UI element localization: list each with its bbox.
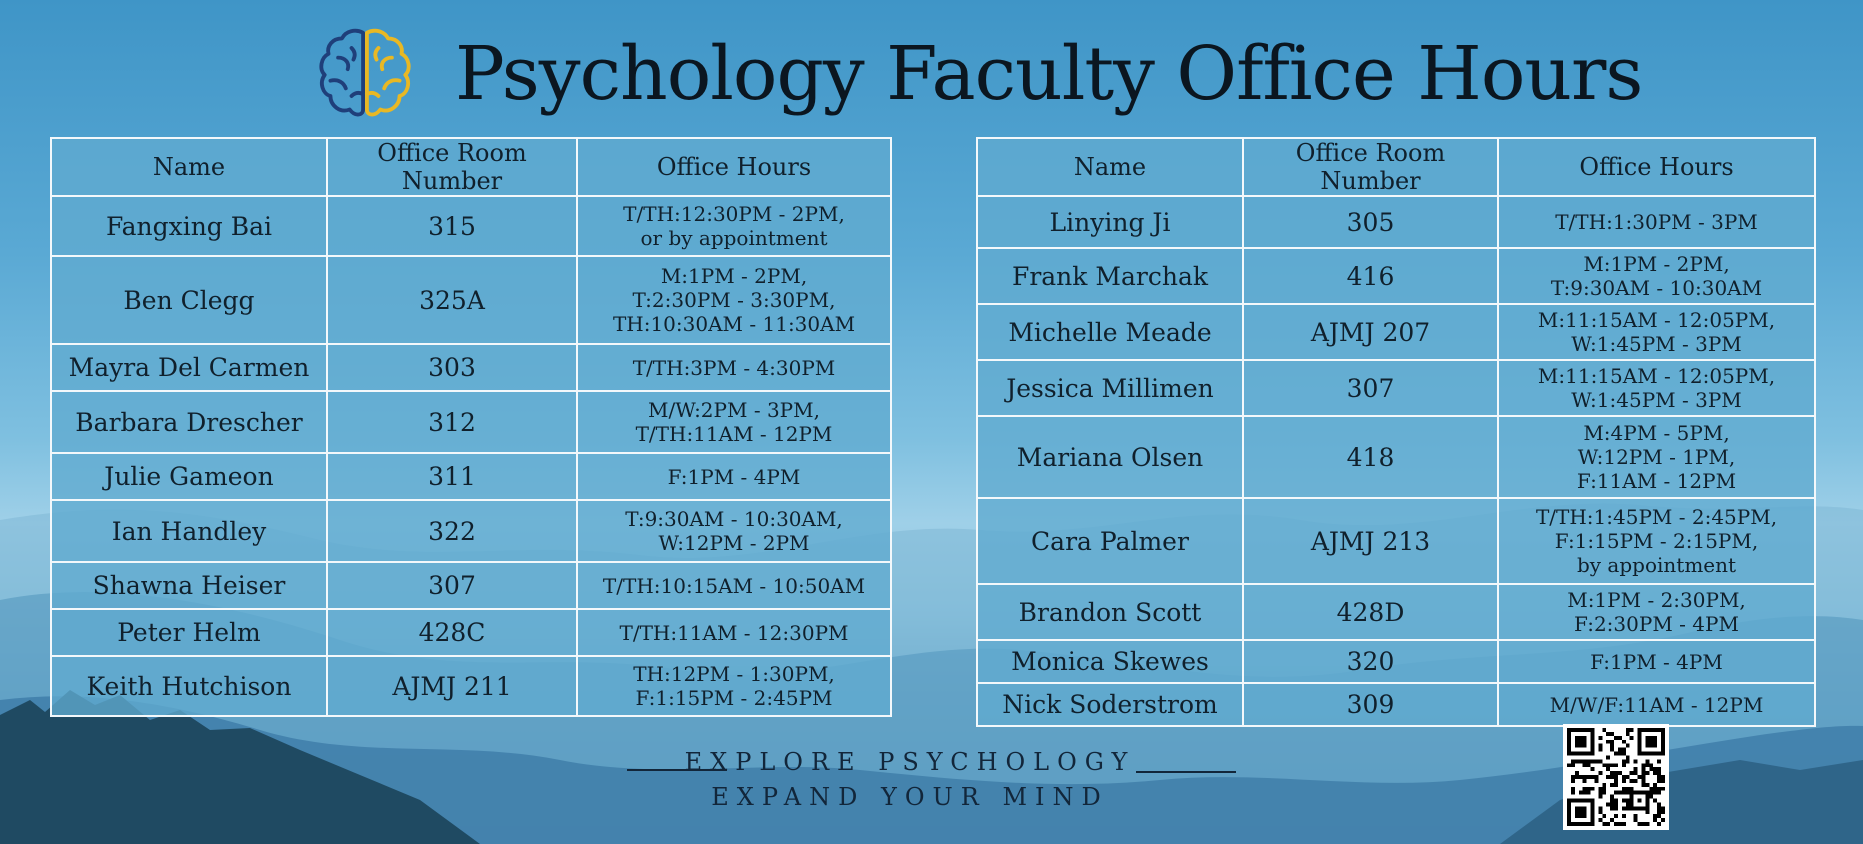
office-room-number: 315 (327, 196, 577, 256)
table-row (51, 453, 891, 500)
office-room-number: 416 (1243, 248, 1498, 304)
faculty-name: Keith Hutchison (51, 656, 327, 716)
office-hours-line: T/TH:3PM - 4:30PM (632, 355, 836, 380)
office-room-number: 309 (1243, 683, 1498, 726)
office-room-number: AJMJ 213 (1243, 498, 1498, 584)
office-hours-line: F:2:30PM - 4PM (1574, 612, 1739, 636)
office-hours-cell (577, 656, 891, 716)
office-room-number: 307 (327, 562, 577, 609)
office-room-number: 428D (1243, 584, 1498, 640)
page-title: Psychology Faculty Office Hours (455, 31, 1643, 117)
table-row (977, 683, 1815, 726)
table-body (977, 196, 1815, 726)
office-hours-cell (577, 391, 891, 453)
office-room-number: 305 (1243, 196, 1498, 248)
office-room-number: 303 (327, 344, 577, 391)
office-room-number: 311 (327, 453, 577, 500)
column-header-room: Office Room Number (327, 138, 577, 196)
faculty-name: Mariana Olsen (977, 416, 1243, 498)
office-hours-line: T:9:30AM - 10:30AM, (625, 507, 843, 531)
office-hours-line: T/TH:1:30PM - 3PM (1555, 210, 1758, 234)
office-room-number: 325A (327, 256, 577, 344)
table-row (51, 391, 891, 453)
office-room-number: 307 (1243, 360, 1498, 416)
office-hours-line: F:1:15PM - 2:45PM (635, 686, 833, 710)
office-hours-cell (1498, 304, 1815, 360)
office-hours-cell (577, 562, 891, 609)
office-hours-line: M/W/F:11AM - 12PM (1549, 692, 1764, 717)
office-hours-line: M:11:15AM - 12:05PM, (1537, 308, 1776, 332)
office-hours-cell (1498, 640, 1815, 683)
faculty-name: Linying Ji (977, 196, 1243, 248)
faculty-name: Nick Soderstrom (977, 683, 1243, 726)
faculty-name: Ben Clegg (51, 256, 327, 344)
office-room-number: AJMJ 211 (327, 656, 577, 716)
office-hours-line: TH:10:30AM - 11:30AM (612, 312, 856, 336)
table-row (977, 196, 1815, 248)
office-hours-line: W:12PM - 1PM, (1577, 445, 1736, 469)
faculty-name: Mayra Del Carmen (51, 344, 327, 391)
office-hours-cell (1498, 248, 1815, 304)
office-hours-cell (577, 196, 891, 256)
faculty-name: Frank Marchak (977, 248, 1243, 304)
faculty-name: Ian Handley (51, 500, 327, 562)
office-hours-cell (577, 344, 891, 391)
column-header-room: Office Room Number (1243, 138, 1498, 196)
office-hours-line: T:9:30AM - 10:30AM (1550, 276, 1763, 300)
office-hours-cell (1498, 196, 1815, 248)
office-hours-line: T/TH:10:15AM - 10:50AM (602, 573, 866, 598)
tagline-expand: EXPAND YOUR MIND (711, 783, 1109, 811)
office-room-number: 418 (1243, 416, 1498, 498)
office-hours-line: M:11:15AM - 12:05PM, (1537, 364, 1776, 388)
table-row (51, 609, 891, 656)
office-hours-line: T/TH:1:45PM - 2:45PM, (1535, 505, 1778, 529)
office-hours-line: M:1PM - 2PM, (1583, 252, 1730, 276)
table-row (977, 416, 1815, 498)
faculty-name: Monica Skewes (977, 640, 1243, 683)
office-hours-cell (577, 453, 891, 500)
office-hours-line: M:1PM - 2PM, (660, 264, 808, 288)
office-hours-line: W:1:45PM - 3PM (1571, 388, 1742, 412)
office-hours-line: M:1PM - 2:30PM, (1567, 588, 1746, 612)
office-hours-line: W:12PM - 2PM (658, 531, 810, 555)
office-hours-line: or by appointment (640, 226, 828, 250)
table-row (51, 344, 891, 391)
office-room-number: 322 (327, 500, 577, 562)
office-hours-cell (577, 609, 891, 656)
office-hours-table-left (50, 137, 892, 717)
office-hours-line: F:1:15PM - 2:15PM, (1554, 529, 1759, 553)
office-hours-line: T/TH:11AM - 12PM (635, 422, 833, 446)
office-hours-cell (1498, 584, 1815, 640)
faculty-name: Shawna Heiser (51, 562, 327, 609)
table-header-row (51, 138, 891, 196)
office-hours-line: T/TH:11AM - 12:30PM (619, 620, 849, 645)
office-hours-line: F:1PM - 4PM (1590, 649, 1723, 674)
office-hours-line: T:2:30PM - 3:30PM, (632, 288, 836, 312)
column-header-hours: Office Hours (1498, 138, 1815, 196)
table-row (977, 360, 1815, 416)
office-hours-cell (577, 256, 891, 344)
column-header-hours: Office Hours (577, 138, 891, 196)
table-row (51, 562, 891, 609)
table-row (977, 248, 1815, 304)
table-body (51, 196, 891, 716)
office-hours-line: F:1PM - 4PM (667, 464, 801, 489)
office-room-number: 312 (327, 391, 577, 453)
office-hours-line: by appointment (1576, 553, 1737, 577)
office-hours-line: T/TH:12:30PM - 2PM, (623, 202, 845, 226)
table-row (51, 500, 891, 562)
office-hours-cell (1498, 360, 1815, 416)
faculty-name: Cara Palmer (977, 498, 1243, 584)
table-row (977, 498, 1815, 584)
table-row (51, 656, 891, 716)
faculty-name: Fangxing Bai (51, 196, 327, 256)
faculty-name: Michelle Meade (977, 304, 1243, 360)
table-row (977, 304, 1815, 360)
office-hours-cell (1498, 683, 1815, 726)
office-hours-line: M:4PM - 5PM, (1583, 421, 1730, 445)
office-hours-line: F:11AM - 12PM (1576, 469, 1737, 493)
faculty-name: Barbara Drescher (51, 391, 327, 453)
tagline-explore: EXPLORE PSYCHOLOGY (684, 748, 1136, 776)
table-header-row (977, 138, 1815, 196)
column-header-name: Name (977, 138, 1243, 196)
office-hours-line: W:1:45PM - 3PM (1571, 332, 1742, 356)
office-hours-cell (577, 500, 891, 562)
office-hours-table-right (976, 137, 1816, 727)
table-row (977, 640, 1815, 683)
table-row (51, 196, 891, 256)
office-hours-line: M/W:2PM - 3PM, (648, 398, 820, 422)
table-row (51, 256, 891, 344)
office-hours-cell (1498, 498, 1815, 584)
office-hours-cell (1498, 416, 1815, 498)
faculty-name: Jessica Millimen (977, 360, 1243, 416)
table-row (977, 584, 1815, 640)
faculty-name: Brandon Scott (977, 584, 1243, 640)
column-header-name: Name (51, 138, 327, 196)
office-room-number: AJMJ 207 (1243, 304, 1498, 360)
faculty-name: Julie Gameon (51, 453, 327, 500)
brain-icon (316, 25, 414, 121)
qr-code-icon[interactable] (1563, 724, 1669, 830)
office-room-number: 320 (1243, 640, 1498, 683)
office-room-number: 428C (327, 609, 577, 656)
office-hours-line: TH:12PM - 1:30PM, (633, 662, 835, 686)
faculty-name: Peter Helm (51, 609, 327, 656)
